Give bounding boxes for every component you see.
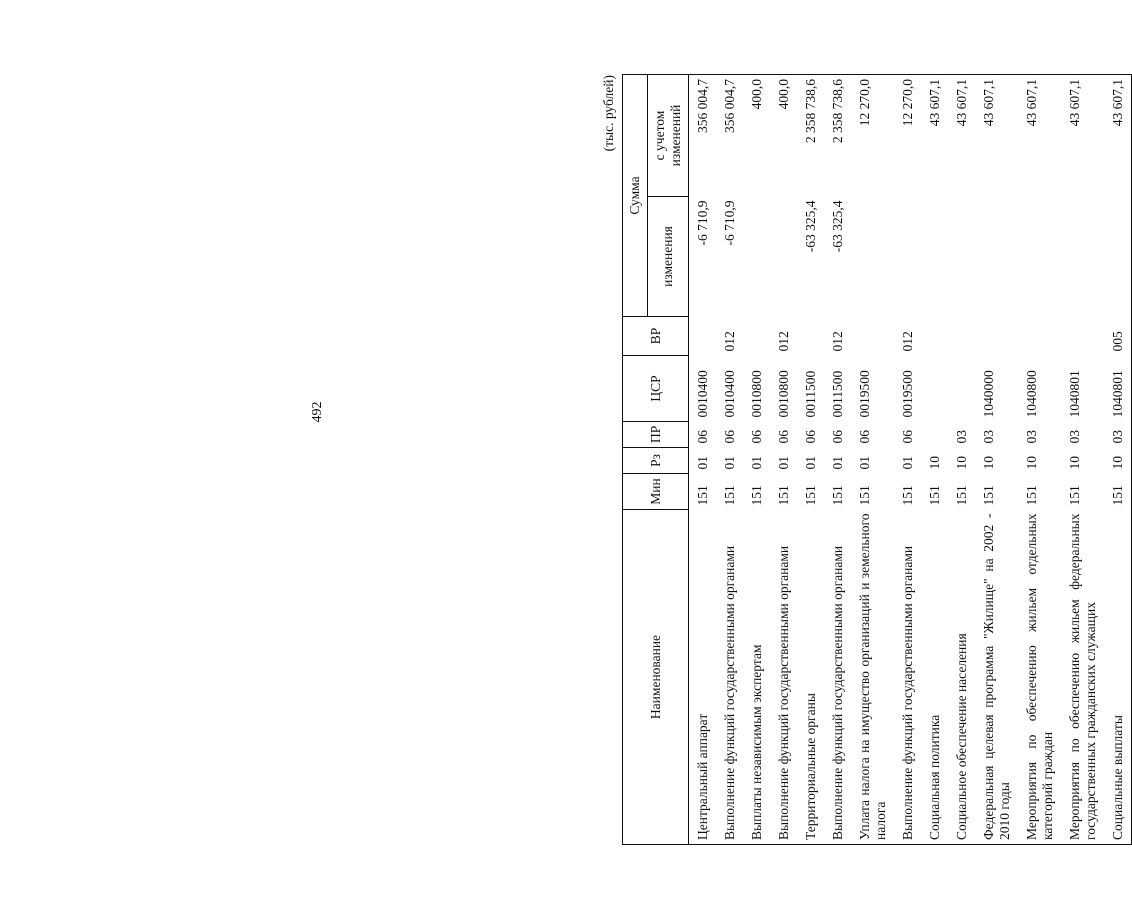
row-change: -63 325,4 xyxy=(803,200,818,253)
row-change xyxy=(894,197,921,317)
row-name: Выполнение функций государственными органами xyxy=(894,510,921,845)
row-name: Территориальные органы xyxy=(797,510,824,845)
row-min: 151 xyxy=(776,485,791,506)
row-name: Выполнение функций государственными органами xyxy=(716,510,743,845)
row-csr: 1040801 xyxy=(1104,356,1132,422)
row-change: -6 710,9 xyxy=(722,200,737,246)
row-pr: 06 xyxy=(776,430,791,444)
row-rz: 10 xyxy=(927,456,942,470)
row-change xyxy=(743,197,770,317)
row-min: 151 xyxy=(857,485,872,506)
row-rz: 01 xyxy=(722,456,737,470)
row-min: 151 xyxy=(1104,474,1132,510)
row-name: Социальное обеспечение населения xyxy=(948,510,975,845)
table-row xyxy=(716,74,743,844)
row-pr: 06 xyxy=(900,430,915,444)
row-total: 400,0 xyxy=(770,74,797,196)
row-pr: 03 xyxy=(1104,422,1132,448)
row-vr: 012 xyxy=(776,331,791,352)
row-min: 151 xyxy=(1067,485,1082,506)
row-vr: 005 xyxy=(1104,317,1132,356)
row-csr: 0010400 xyxy=(695,370,710,418)
row-pr: 03 xyxy=(1024,430,1039,444)
row-min: 151 xyxy=(695,485,710,506)
row-rz: 01 xyxy=(900,456,915,470)
header-change: изменения xyxy=(648,197,689,317)
row-min: 151 xyxy=(722,485,737,506)
row-change xyxy=(975,197,1018,317)
table-row xyxy=(797,74,824,844)
table-row xyxy=(1104,74,1132,844)
row-change xyxy=(948,197,975,317)
row-vr xyxy=(921,317,948,356)
row-csr xyxy=(921,356,948,422)
row-name: Выполнение функций государственными органами xyxy=(770,510,797,845)
row-csr: 0010400 xyxy=(722,370,737,418)
row-vr xyxy=(851,317,894,356)
table-body xyxy=(689,74,1132,844)
row-change xyxy=(770,197,797,317)
row-total: 12 270,0 xyxy=(894,74,921,196)
row-rz: 01 xyxy=(776,456,791,470)
row-total: 43 607,1 xyxy=(1104,74,1132,196)
row-pr: 06 xyxy=(857,430,872,444)
row-change xyxy=(1104,197,1132,317)
row-total: 12 270,0 xyxy=(851,74,894,196)
units-label: (тыс. рублей) xyxy=(601,75,616,152)
table-row xyxy=(894,74,921,844)
page-number: 492 xyxy=(310,401,325,423)
row-rz: 01 xyxy=(830,456,845,470)
row-name: Социальные выплаты xyxy=(1104,510,1132,845)
header-sum: Сумма xyxy=(623,74,648,316)
row-rz: 10 xyxy=(954,456,969,470)
row-min: 151 xyxy=(803,485,818,506)
row-csr: 1040000 xyxy=(981,370,996,418)
row-csr: 0010800 xyxy=(749,370,764,418)
row-pr: 06 xyxy=(695,430,710,444)
row-rz: 10 xyxy=(1024,456,1039,470)
table-row xyxy=(851,74,894,844)
row-rz: 10 xyxy=(1067,456,1082,470)
row-name: Центральный аппарат xyxy=(689,510,717,845)
row-rz: 01 xyxy=(749,456,764,470)
row-pr: 03 xyxy=(1067,430,1082,444)
table-row xyxy=(1061,74,1104,844)
row-csr: 1040801 xyxy=(1067,370,1082,418)
row-rz: 01 xyxy=(857,456,872,470)
row-pr: 06 xyxy=(722,430,737,444)
row-name: Социальная политика xyxy=(921,510,948,845)
row-min: 151 xyxy=(830,485,845,506)
row-csr: 0011500 xyxy=(830,370,845,418)
row-vr xyxy=(689,317,717,356)
table-row xyxy=(1018,74,1061,844)
row-change xyxy=(1018,197,1061,317)
header-pr: ПР xyxy=(623,422,689,448)
row-rz: 01 xyxy=(803,456,818,470)
row-total: 356 004,7 xyxy=(716,74,743,196)
row-min: 151 xyxy=(954,485,969,506)
row-pr: 06 xyxy=(749,430,764,444)
row-change: -6 710,9 xyxy=(695,200,710,246)
row-vr xyxy=(1018,317,1061,356)
row-csr: 0019500 xyxy=(900,370,915,418)
header-rz: Рз xyxy=(623,448,689,474)
row-name: Выполнение функций государственными органами xyxy=(824,510,851,845)
row-csr: 0019500 xyxy=(857,370,872,418)
header-total: с учетом изменений xyxy=(648,74,689,196)
row-pr: 06 xyxy=(830,430,845,444)
row-total: 356 004,7 xyxy=(689,74,717,196)
table-row xyxy=(975,74,1018,844)
row-vr xyxy=(975,317,1018,356)
row-name: Федеральная целевая программа "Жилище" на 2002 - 2010 годы xyxy=(975,510,1018,845)
row-pr xyxy=(921,422,948,448)
row-name: Мероприятия по обеспечению жильем отдельных категорий граждан xyxy=(1018,510,1061,845)
table-row xyxy=(921,74,948,844)
row-min: 151 xyxy=(749,485,764,506)
row-name: Мероприятия по обеспечению жильем федеральных государственных гражданских служащих xyxy=(1061,510,1104,845)
row-min: 151 xyxy=(1024,485,1039,506)
row-vr: 012 xyxy=(722,331,737,352)
budget-table xyxy=(622,74,1132,845)
row-min: 151 xyxy=(981,485,996,506)
row-csr: 0010800 xyxy=(776,370,791,418)
row-min: 151 xyxy=(927,485,942,506)
row-rz: 01 xyxy=(695,456,710,470)
row-total: 43 607,1 xyxy=(948,74,975,196)
row-csr: 0011500 xyxy=(803,370,818,418)
row-total: 43 607,1 xyxy=(975,74,1018,196)
header-min: Мин xyxy=(623,474,689,510)
row-total: 2 358 738,6 xyxy=(824,74,851,196)
row-total: 400,0 xyxy=(743,74,770,196)
row-vr: 012 xyxy=(900,331,915,352)
row-total: 43 607,1 xyxy=(1061,74,1104,196)
table-row xyxy=(948,74,975,844)
row-min: 151 xyxy=(900,485,915,506)
row-change: -63 325,4 xyxy=(830,200,845,253)
row-total: 2 358 738,6 xyxy=(797,74,824,196)
table-row xyxy=(824,74,851,844)
row-vr: 012 xyxy=(830,331,845,352)
row-pr: 06 xyxy=(803,430,818,444)
row-total: 43 607,1 xyxy=(1018,74,1061,196)
row-change xyxy=(921,197,948,317)
row-vr xyxy=(743,317,770,356)
row-vr xyxy=(1061,317,1104,356)
row-rz: 10 xyxy=(1104,448,1132,474)
row-vr xyxy=(948,317,975,356)
row-vr xyxy=(797,317,824,356)
row-csr: 1040800 xyxy=(1024,370,1039,418)
header-vr: ВР xyxy=(623,317,689,356)
table-row xyxy=(770,74,797,844)
row-change xyxy=(1061,197,1104,317)
row-rz: 10 xyxy=(981,456,996,470)
row-total: 43 607,1 xyxy=(921,74,948,196)
table-header xyxy=(623,74,689,844)
row-change xyxy=(851,197,894,317)
row-name: Уплата налога на имущество организаций и земельного налога xyxy=(851,510,894,845)
header-csr: ЦСР xyxy=(623,356,689,422)
row-pr: 03 xyxy=(954,430,969,444)
table-row xyxy=(689,74,717,844)
row-name: Выплаты независимым экспертам xyxy=(743,510,770,845)
row-csr xyxy=(948,356,975,422)
rotated-page-content xyxy=(600,75,1125,845)
header-name: Наименование xyxy=(623,510,689,845)
row-pr: 03 xyxy=(981,430,996,444)
table-row xyxy=(743,74,770,844)
